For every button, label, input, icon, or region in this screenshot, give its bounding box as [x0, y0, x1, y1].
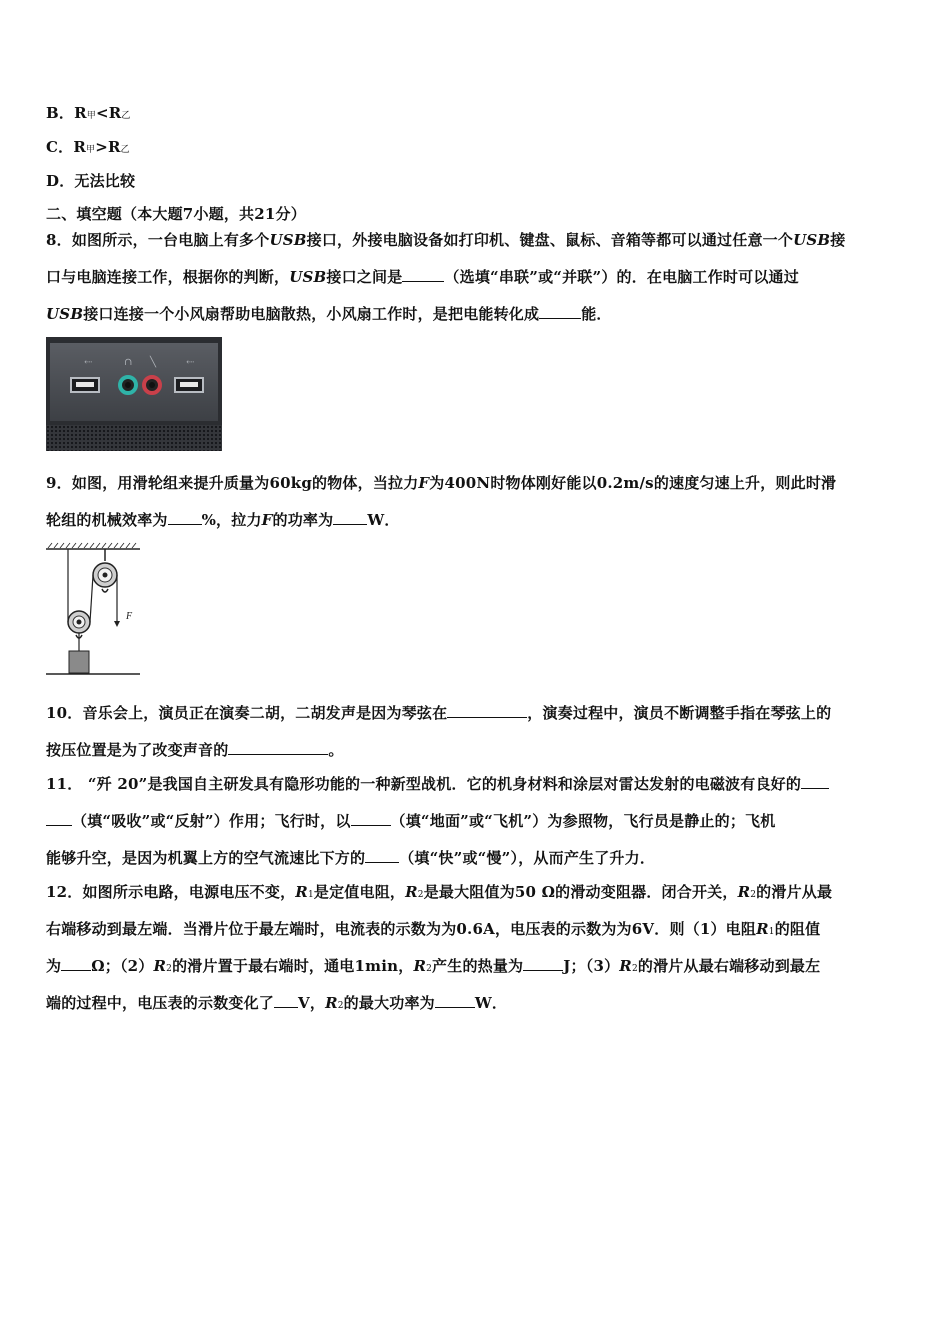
force-arrow — [114, 621, 120, 627]
usb-port — [174, 377, 204, 393]
q8-blank-2[interactable] — [539, 304, 581, 319]
q10-blank-1[interactable] — [447, 703, 527, 718]
usb-port — [70, 377, 100, 393]
audio-jack-green — [118, 375, 138, 395]
weight-block — [69, 651, 89, 673]
option-d: D．无法比较 — [46, 172, 136, 190]
q12-blank-4[interactable] — [435, 993, 475, 1008]
q9-line2: 轮组的机械效率为 %，拉力F的功率为 W． — [46, 511, 400, 529]
q8-line1: 8．如图所示，一台电脑上有多个USB接口，外接电脑设备如打印机、键盘、鼠标、音箱等都可以通过任意一个USB接 — [46, 231, 846, 249]
q9-blank-1[interactable] — [168, 510, 202, 525]
fixed-pulley — [93, 549, 117, 592]
q9-line1: 9．如图，用滑轮组来提升质量为60kg的物体，当拉力F为400N时物体刚好能以0.2m/s的速度匀速上升，则此时滑 — [46, 474, 837, 492]
q12-line4: 端的过程中，电压表的示数变化了 V，R2的最大功率为 W． — [46, 994, 508, 1012]
movable-pulley — [68, 611, 90, 651]
q10-line2: 按压位置是为了改变声音的 。 — [46, 741, 344, 759]
headphone-symbol-icon: ∩ — [124, 357, 133, 368]
option-c: C．R甲>R乙 — [46, 138, 130, 156]
q12-line3: 为 Ω；（2）R2的滑片置于最右端时，通电1min，R2产生的热量为 J；（3）R2的滑片从最右端移动到最左 — [46, 957, 821, 975]
q11-blank-3[interactable] — [365, 848, 399, 863]
audio-jack-red — [142, 375, 162, 395]
usb-symbol-icon: ⇠ — [84, 357, 93, 368]
ceiling — [46, 543, 140, 549]
usb-ports-photo — [46, 337, 222, 451]
front-panel — [50, 343, 218, 421]
pulley-diagram — [44, 541, 144, 679]
microphone-symbol-icon: ╲ — [150, 357, 157, 368]
q11-blank-1[interactable] — [801, 774, 829, 789]
q8-line2: 口与电脑连接工作，根据你的判断，USB接口之间是 （选填“串联”或“并联”）的．在电脑工作时可以通过 — [46, 268, 799, 286]
option-b: B．R甲<R乙 — [46, 104, 131, 122]
q12-line2: 右端移动到最左端．当滑片位于最左端时，电流表的示数为为0.6A，电压表的示数为为6V．则（1）电阻R1的阻值 — [46, 920, 821, 938]
q9-blank-2[interactable] — [333, 510, 367, 525]
q11-blank-2[interactable] — [351, 811, 391, 826]
q12-blank-3[interactable] — [274, 993, 298, 1008]
q12-line1: 12．如图所示电路，电源电压不变，R1是定值电阻，R2是最大阻值为50 Ω的滑动变阻器．闭合开关，R2的滑片从最 — [46, 883, 833, 901]
q11-line2: （填“吸收”或“反射”）作用；飞行时，以 （填“地面”或“飞机”）为参照物，飞行员是静止的；飞机 — [46, 811, 775, 831]
q10-line1: 10．音乐会上，演员正在演奏二胡，二胡发声是因为琴弦在 ，演奏过程中，演员不断调整手指在琴弦上的 — [46, 704, 832, 722]
q11-line3: 能够升空，是因为机翼上方的空气流速比下方的 （填“快”或“慢”），从而产生了升力． — [46, 849, 656, 867]
vent-grille — [46, 425, 222, 451]
q11-blank-1-cont[interactable] — [46, 811, 72, 826]
usb-symbol-icon: ⇠ — [186, 357, 195, 368]
q12-blank-1[interactable] — [61, 956, 91, 971]
force-label: F — [126, 611, 133, 622]
q10-blank-2[interactable] — [228, 740, 328, 755]
q12-blank-2[interactable] — [523, 956, 563, 971]
q8-line3: USB接口连接一个小风扇帮助电脑散热，小风扇工作时，是把电能转化成 能． — [46, 305, 612, 323]
q11-line1: 11． “歼 20”是我国自主研发具有隐形功能的一种新型战机．它的机身材料和涂层对雷达发射的电磁波有良好的 — [46, 774, 829, 794]
section-heading: 二、填空题（本大题7小题，共21分） — [46, 205, 306, 223]
q8-blank-1[interactable] — [402, 267, 444, 282]
